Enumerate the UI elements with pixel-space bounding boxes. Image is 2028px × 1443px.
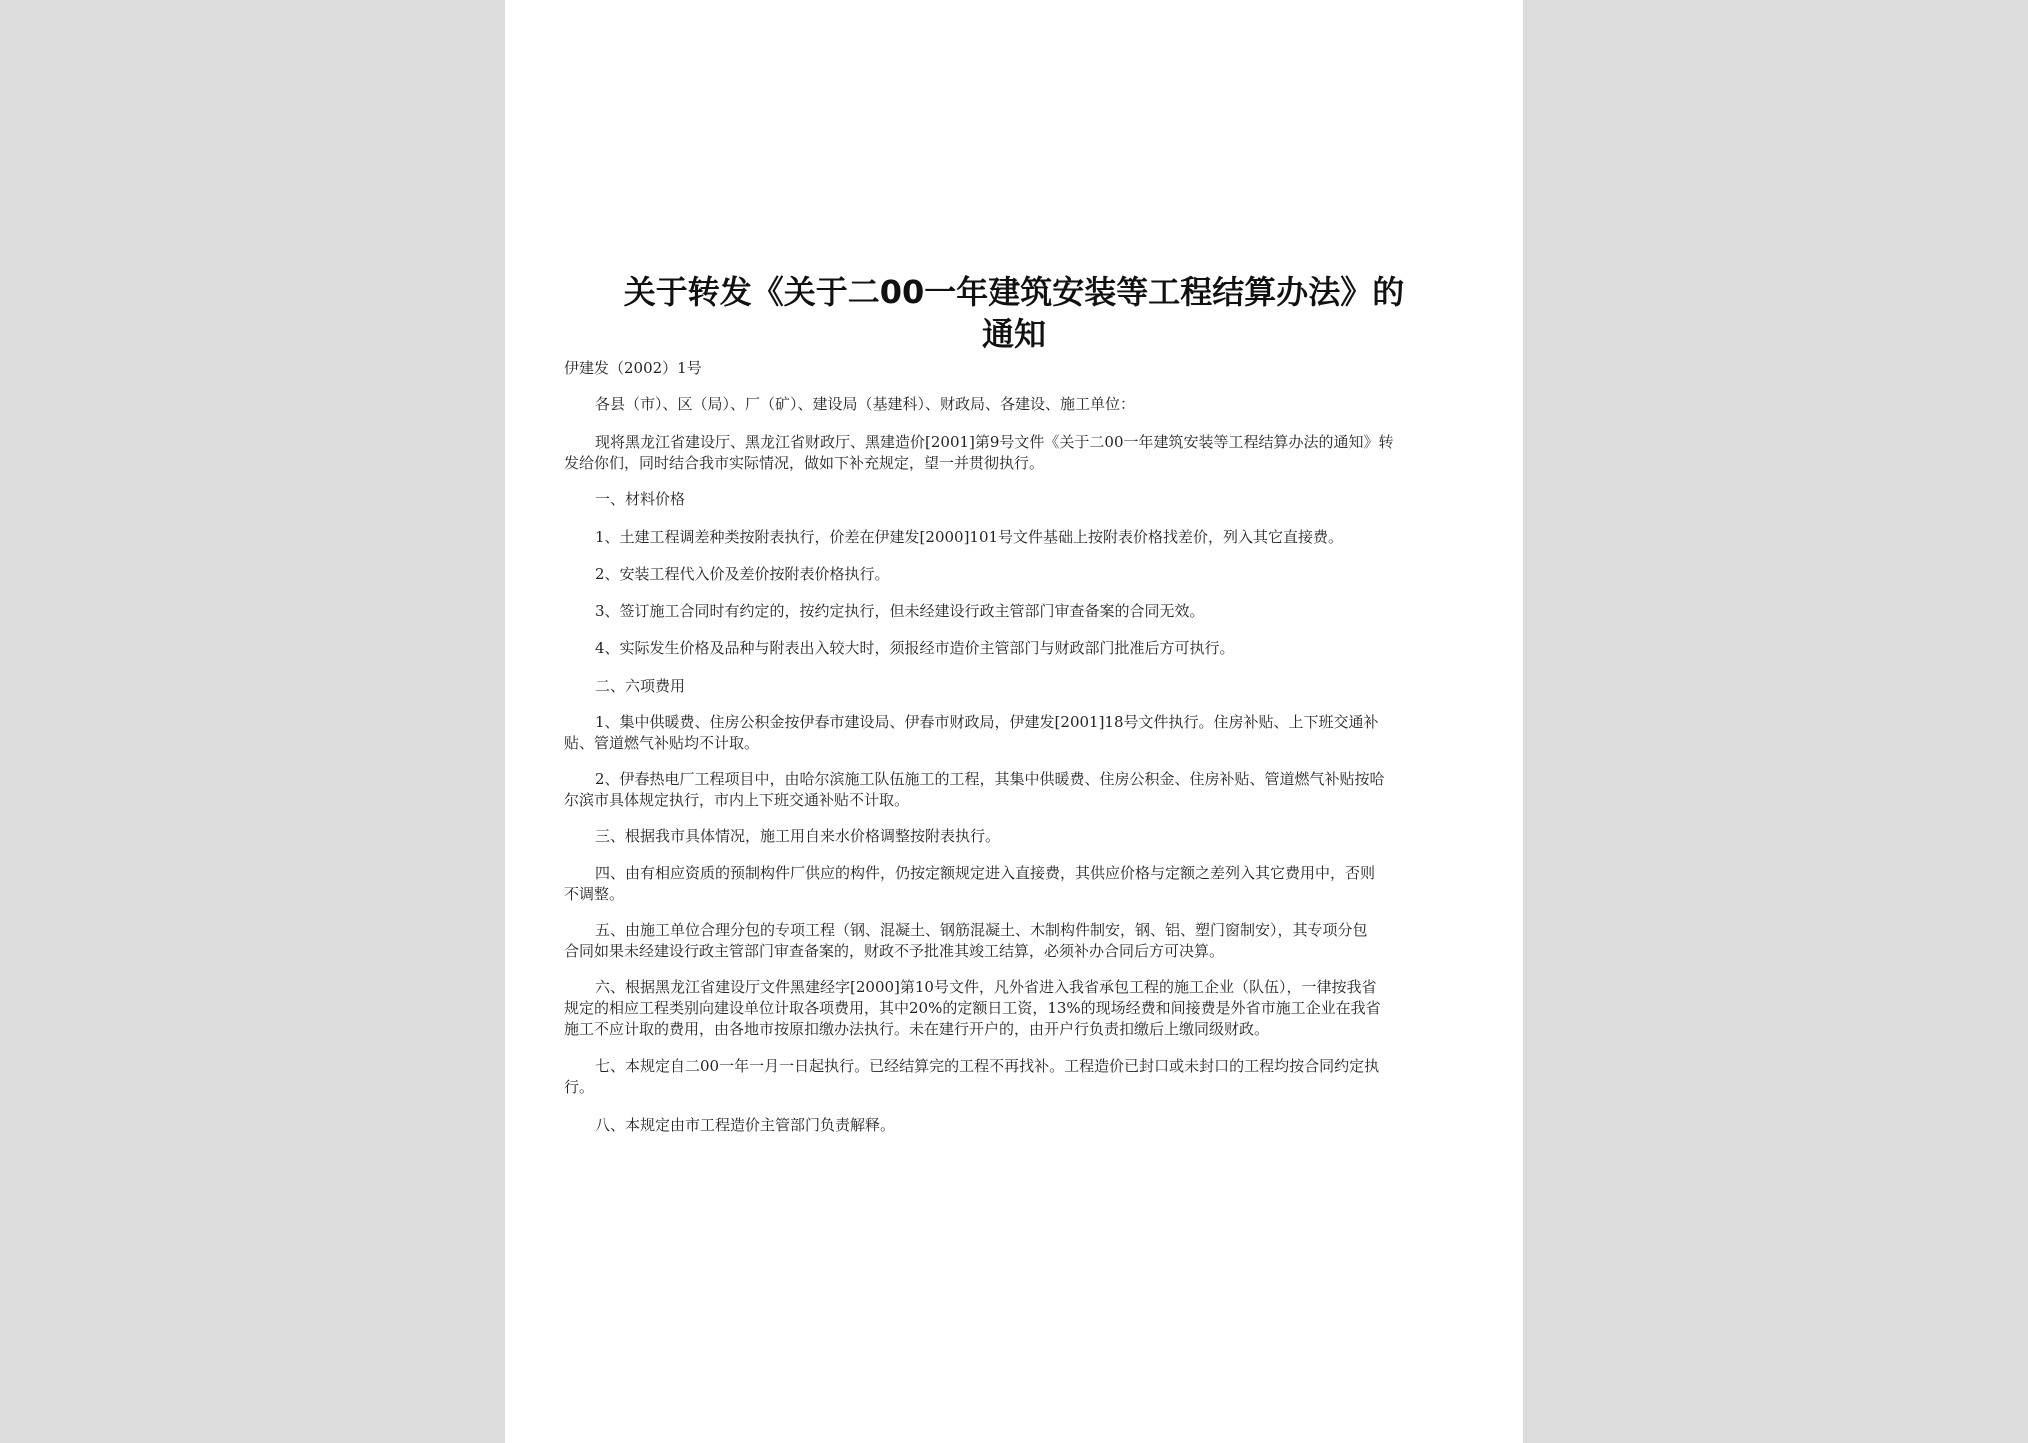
title-line-2: 通知 — [981, 315, 1046, 353]
paragraph — [564, 527, 1464, 548]
paragraph — [564, 638, 1464, 659]
paragraph — [564, 489, 1464, 510]
paragraph — [564, 920, 1464, 962]
paragraph — [564, 676, 1464, 697]
paragraph-line: 一、材料价格 — [595, 490, 686, 508]
paragraph-line: 规定的相应工程类别向建设单位计取各项费用，其中20%的定额日工资，13%的现场经费和间接费是外省市施工企业在我省 — [564, 999, 1381, 1017]
paragraph — [564, 601, 1464, 622]
paragraph-line: 贴、管道燃气补贴均不计取。 — [564, 734, 760, 752]
paragraph-line: 施工不应计取的费用，由各地市按原扣缴办法执行。未在建行开户的，由开户行负责扣缴后上缴同级财政。 — [564, 1020, 1270, 1038]
paragraph-line: 现将黑龙江省建设厅、黑龙江省财政厅、黑建造价[2001]第9号文件《关于二00一年建筑安装等工程结算办法的通知》转 — [595, 433, 1394, 451]
paragraph-line: 各县（市）、区（局）、厂（矿）、建设局（基建科）、财政局、各建设、施工单位： — [595, 395, 1136, 413]
paragraph-line: 七、本规定自二00一年一月一日起执行。已经结算完的工程不再找补。工程造价已封口或未封口的工程均按合同约定执 — [595, 1057, 1380, 1075]
paragraph-line: 合同如果未经建设行政主管部门审查备案的，财政不予批准其竣工结算，必须补办合同后方可决算。 — [564, 942, 1225, 960]
paragraph-line: 4、实际发生价格及品种与附表出入较大时，须报经市造价主管部门与财政部门批准后方可执行。 — [595, 639, 1235, 657]
paragraph-line: 2、安装工程代入价及差价按附表价格执行。 — [595, 565, 890, 583]
paragraph — [564, 977, 1464, 1040]
document-page — [505, 0, 1523, 1443]
paragraph — [564, 1115, 1464, 1136]
paragraph-line: 六、根据黑龙江省建设厅文件黑建经字[2000]第10号文件，凡外省进入我省承包工程的施工企业（队伍），一律按我省 — [595, 978, 1377, 996]
paragraph-line: 二、六项费用 — [595, 677, 686, 695]
paragraph-line: 行。 — [564, 1078, 595, 1096]
paragraph — [564, 432, 1464, 474]
paragraph-line: 1、土建工程调差种类按附表执行，价差在伊建发[2000]101号文件基础上按附表价格找差价，列入其它直接费。 — [595, 528, 1344, 546]
paragraph — [564, 394, 1464, 415]
title-line-1: 关于转发《关于二00一年建筑安装等工程结算办法》的 — [623, 273, 1405, 311]
paragraph-line: 不调整。 — [564, 885, 625, 903]
paragraph — [564, 863, 1464, 905]
paragraph — [564, 769, 1464, 811]
paragraph — [564, 1056, 1464, 1098]
paragraph — [564, 564, 1464, 585]
paragraph — [564, 712, 1464, 754]
paragraph-line: 尔滨市具体规定执行，市内上下班交通补贴不计取。 — [564, 791, 910, 809]
paragraph-line: 1、集中供暖费、住房公积金按伊春市建设局、伊春市财政局，伊建发[2001]18号文件执行。住房补贴、上下班交通补 — [595, 713, 1379, 731]
paragraph-line: 八、本规定由市工程造价主管部门负责解释。 — [595, 1116, 896, 1134]
document-number: 伊建发（2002）1号 — [564, 359, 702, 377]
document-title — [555, 271, 1473, 355]
paragraph-line: 五、由施工单位合理分包的专项工程（钢、混凝土、钢筋混凝土、木制构件制安，钢、铝、塑门窗制安），其专项分包 — [595, 921, 1368, 939]
paragraph-line: 三、根据我市具体情况，施工用自来水价格调整按附表执行。 — [595, 827, 1001, 845]
paragraph — [564, 826, 1464, 847]
paragraph-line: 四、由有相应资质的预制构件厂供应的构件，仍按定额规定进入直接费，其供应价格与定额之差列入其它费用中，否则 — [595, 864, 1376, 882]
paragraph-line: 发给你们，同时结合我市实际情况，做如下补充规定，望一并贯彻执行。 — [564, 454, 1045, 472]
paragraph-line: 2、伊春热电厂工程项目中，由哈尔滨施工队伍施工的工程，其集中供暖费、住房公积金、住房补贴、管道燃气补贴按哈 — [595, 770, 1385, 788]
paragraph-line: 3、签订施工合同时有约定的，按约定执行，但未经建设行政主管部门审查备案的合同无效。 — [595, 602, 1205, 620]
